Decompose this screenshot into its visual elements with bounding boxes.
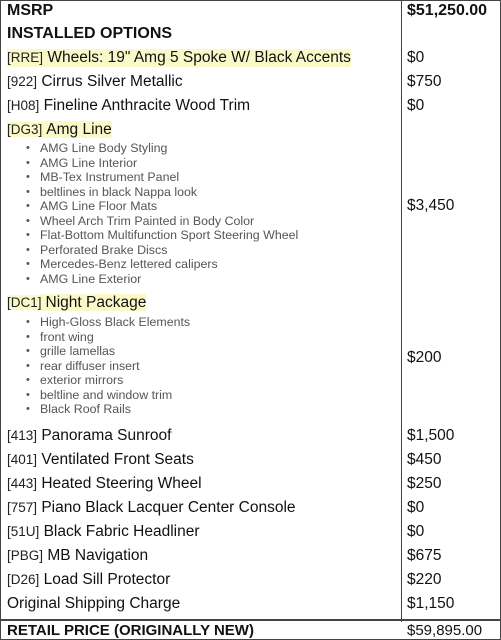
option-price: $0 [407,49,425,66]
bullet-icon: • [26,374,30,386]
bullet-icon: • [26,388,30,401]
option-name: Night Package [42,294,147,311]
option-name: MB Navigation [47,547,149,564]
option-code: [443] [7,476,38,491]
feature-item: • front wing [26,329,94,344]
shipping-price: $1,150 [407,595,455,612]
option-code: [D26] [7,572,40,587]
bullet-icon: • [26,185,30,198]
option-name: Fineline Anthracite Wood Trim [43,97,251,114]
option-price: $750 [407,73,442,90]
option-label [7,499,296,517]
option-name: Piano Black Lacquer Center Console [41,499,296,516]
option-name: Ventilated Front Seats [41,451,194,468]
option-label [7,73,183,91]
option-name: Wheels: 19" Amg 5 Spoke W/ Black Accents [47,49,351,66]
option-code: [RRE] [7,50,44,65]
option-label [7,451,194,469]
bullet-icon: • [26,359,30,372]
option-price: $0 [407,97,425,114]
option-price: $1,500 [407,427,455,444]
feature-item: • AMG Line Exterior [26,271,142,286]
feature-item: • rear diffuser insert [26,358,140,373]
option-code: [DG3] [7,122,43,137]
option-price: $0 [407,499,425,516]
option-name: Heated Steering Wheel [41,475,202,492]
option-code: [757] [7,500,38,515]
installed-options-heading: INSTALLED OPTIONS [7,25,173,42]
feature-item: • grille lamellas [26,344,116,358]
feature-item: • exterior mirrors [26,373,124,387]
feature-item: • Black Roof Rails [26,402,131,416]
option-label [7,121,112,139]
bullet-icon: • [26,403,30,415]
option-code: [H08] [7,98,40,113]
feature-item: • MB-Tex Instrument Panel [26,170,180,184]
option-price: $250 [407,475,442,492]
option-code: [51U] [7,524,40,539]
option-label [7,475,202,493]
option-label [7,49,351,67]
bullet-icon: • [26,345,30,357]
feature-item: • Flat-Bottom Multifunction Sport Steering Wheel [26,228,299,242]
bullet-icon: • [26,200,30,212]
shipping-label: Original Shipping Charge [7,595,181,612]
bullet-icon: • [26,229,30,241]
option-label [7,523,200,541]
bullet-icon: • [26,142,30,154]
feature-item: • AMG Line Body Styling [26,141,168,155]
option-name: Load Sill Protector [43,571,171,588]
option-name: Cirrus Silver Metallic [41,73,183,90]
option-code: [413] [7,428,38,443]
total-divider [0,619,501,621]
bullet-icon: • [26,214,30,227]
option-code: [922] [7,74,38,89]
retail-price-value: $59,895.00 [407,622,483,639]
bullet-icon: • [26,171,30,183]
bullet-icon: • [26,316,30,328]
option-price: $220 [407,571,442,588]
option-label [7,571,170,589]
feature-item: • AMG Line Floor Mats [26,199,158,213]
feature-item: • beltline and window trim [26,387,173,402]
option-price: $675 [407,547,442,564]
option-label [7,547,148,565]
bullet-icon: • [26,330,30,343]
option-price: $0 [407,523,425,540]
option-price: $200 [407,349,442,366]
option-code: [401] [7,452,38,467]
feature-item: • AMG Line Interior [26,155,138,170]
feature-item: • Mercedes-Benz lettered calipers [26,257,218,271]
night-package-feature-list [24,315,190,417]
bullet-icon: • [26,272,30,285]
option-label [7,97,250,115]
msrp-price: $51,250.00 [407,2,488,19]
bullet-icon: • [26,243,30,256]
option-price: $3,450 [407,197,455,214]
option-label [7,427,171,445]
option-code: [PBG] [7,548,44,563]
bullet-icon: • [26,156,30,169]
retail-price-label: RETAIL PRICE (ORIGINALLY NEW) [7,622,254,639]
option-code: [DC1] [7,295,42,310]
feature-item: • Wheel Arch Trim Painted in Body Color [26,213,255,228]
option-name: Panorama Sunroof [41,427,172,444]
option-label [7,294,146,312]
msrp-label: MSRP [7,2,54,19]
option-name: Amg Line [42,121,111,138]
feature-item: • beltlines in black Nappa look [26,184,198,199]
option-price: $450 [407,451,442,468]
feature-item: • High-Gloss Black Elements [26,315,191,329]
price-column-divider [401,0,402,622]
bullet-icon: • [26,258,30,270]
feature-item: • Perforated Brake Discs [26,242,168,257]
amg-line-feature-list [24,141,298,286]
option-name: Black Fabric Headliner [43,523,200,540]
